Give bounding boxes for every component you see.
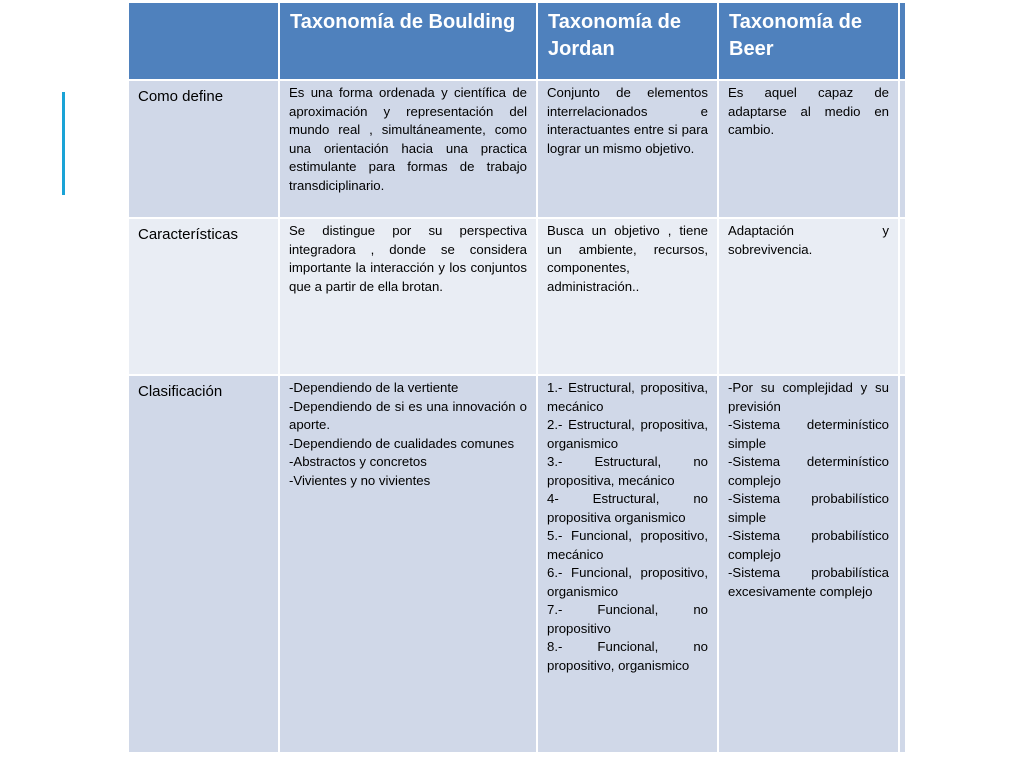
row-label-clasificacion: Clasificación [129,376,280,754]
text-line: Adaptación y sobrevivencia. [728,223,889,257]
header-edge-cell [900,3,905,81]
header-beer: Taxonomía de Beer [719,3,900,81]
list-item: -Sistema determinístico complejo [728,454,889,488]
list-item: -Sistema determinístico simple [728,417,889,451]
list-item: 2.- Estructural, propositiva, organismico [547,417,708,451]
cell-beer-classification [719,376,900,754]
text-line: Es una forma ordenada y científica de aproximación y representación del mundo real , simultáneamente, como una orientación hacia una practica estimulante para formas de trabajo transdiciplinario. [289,85,527,193]
list-item: -Por su complejidad y su previsión [728,380,889,414]
list-item: -Sistema probabilística excesivamente complejo [728,565,889,599]
row-label-caracteristicas: Características [129,219,280,376]
header-corner-cell [129,3,280,81]
list-item: 4- Estructural, no propositiva organismico [547,491,708,525]
cell-boulding-definition [280,81,538,219]
header-jordan: Taxonomía de Jordan [538,3,719,81]
cell-jordan-classification [538,376,719,754]
cell-boulding-classification [280,376,538,754]
row-label-como-define: Como define [129,81,280,219]
cell-beer-characteristics [719,219,900,376]
row-edge-cell [900,219,905,376]
header-boulding: Taxonomía de Boulding [280,3,538,81]
cell-beer-definition [719,81,900,219]
cell-jordan-definition [538,81,719,219]
list-item: -Sistema probabilístico complejo [728,528,889,562]
list-item: -Vivientes y no vivientes [289,472,431,488]
list-item: -Dependiendo de cualidades comunes [289,435,515,451]
list-item: 1.- Estructural, propositiva, mecánico [547,380,708,414]
row-edge-cell [900,376,905,754]
list-item: 5.- Funcional, propositivo, mecánico [547,528,708,562]
list-item: 7.- Funcional, no propositivo [547,602,708,636]
list-item: -Dependiendo de la vertiente [289,380,459,395]
text-line: Es aquel capaz de adaptarse al medio en cambio. [728,85,889,137]
taxonomy-table [129,3,905,754]
list-item: 8.- Funcional, no propositivo, organismico [547,639,708,673]
cell-jordan-characteristics [538,219,719,376]
text-line: Se distingue por su perspectiva integradora , donde se considera importante la interacción y los conjuntos que a partir de ella brotan. [289,223,527,294]
cell-boulding-characteristics [280,219,538,376]
text-line: Conjunto de elementos interrelacionados e interactuantes entre si para lograr un mismo objetivo. [547,85,708,156]
text-line: Busca un objetivo , tiene un ambiente, recursos, componentes, administración.. [547,223,708,294]
row-edge-cell [900,81,905,219]
list-item: -Abstractos y concretos [289,454,427,469]
list-item: -Dependiendo de si es una innovación o aporte. [289,398,527,432]
list-item: 3.- Estructural, no propositiva, mecánico [547,454,708,488]
list-item: 6.- Funcional, propositivo, organismico [547,565,708,599]
accent-bar [62,92,65,195]
list-item: -Sistema probabilístico simple [728,491,889,525]
